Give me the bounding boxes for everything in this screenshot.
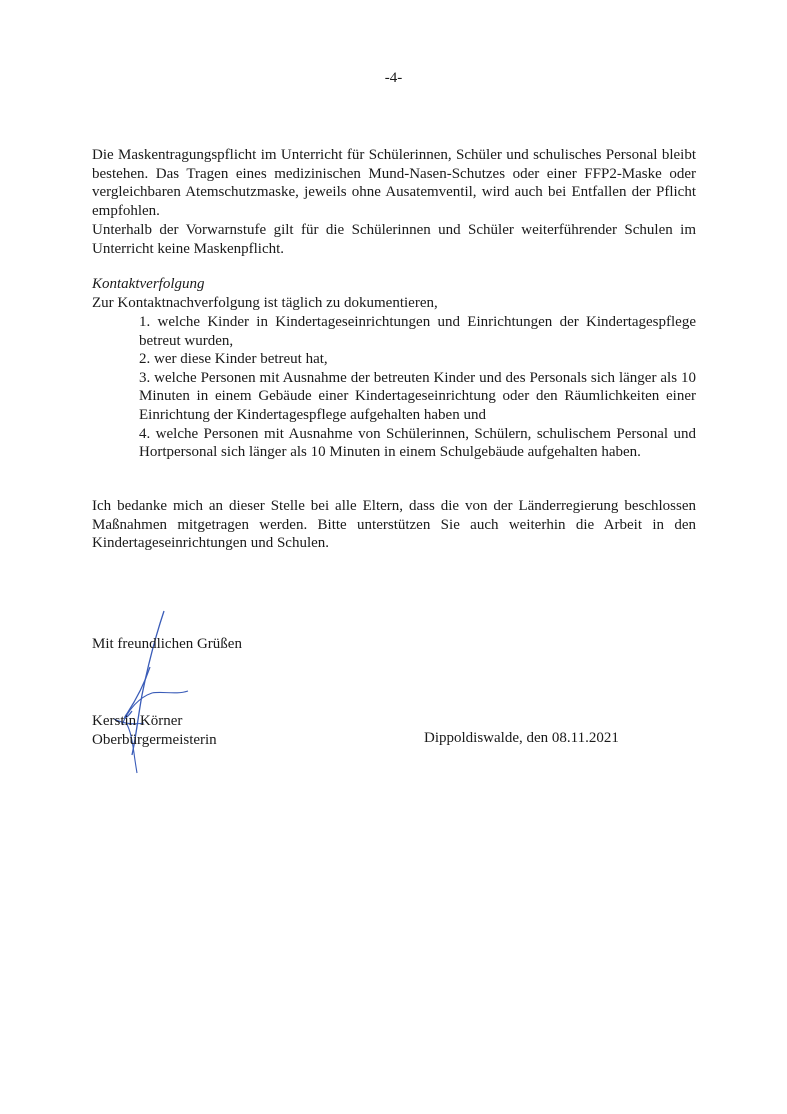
paragraph-contact-tracing-intro: Zur Kontaktnachverfolgung ist täglich zu dokumentieren, bbox=[92, 295, 438, 311]
list-item: 1. welche Kinder in Kindertageseinrichtungen und Einrichtungen der Kindertagespflege betreut wurden, bbox=[139, 314, 696, 349]
list-item: 4. welche Personen mit Ausnahme von Schülerinnen, Schülern, schulischem Personal und Hortpersonal sich länger als 10 Minuten in einem Schulgebäude aufgehalten haben. bbox=[139, 425, 696, 461]
paragraph-thanks: Ich bedanke mich an dieser Stelle bei alle Eltern, dass die von der Länderregierung beschlossen Maßnahmen mitgetragen werden. Bitte unterstützen Sie auch weiterhin die Arbeit in den Kindertageseinrichtungen und Schulen. bbox=[92, 498, 696, 552]
section-heading-contact-tracing: Kontaktverfolgung bbox=[92, 276, 205, 292]
page-number: -4- bbox=[384, 70, 403, 86]
signer-name: Kerstin Körner bbox=[92, 713, 183, 729]
place-date: Dippoldiswalde, den 08.11.2021 bbox=[424, 730, 619, 746]
signer-block bbox=[92, 712, 217, 749]
closing-greeting: Mit freundlichen Grüßen bbox=[92, 636, 242, 652]
signer-title: Oberbürgermeisterin bbox=[92, 731, 217, 748]
handwritten-signature bbox=[92, 605, 202, 775]
list-item: 3. welche Personen mit Ausnahme der betreuten Kinder und des Personals sich länger als 10 Minuten in einem Gebäude einer Kindertageseinrichtung oder den Räumlichkeiten einer Einrichtung der Kindertagespflege aufgehalten haben und bbox=[139, 369, 696, 423]
list-item: 2. wer diese Kinder betreut hat, bbox=[139, 351, 328, 368]
paragraph-mask-exemption: Unterhalb der Vorwarnstufe gilt für die Schülerinnen und Schüler weiterführender Schulen im Unterricht keine Maskenpflicht. bbox=[92, 222, 696, 257]
contact-tracing-list bbox=[139, 313, 696, 462]
paragraph-mask-obligation: Die Maskentragungspflicht im Unterricht für Schülerinnen, Schüler und schulisches Personal bleibt bestehen. Das Tragen eines medizinischen Mund-Nasen-Schutzes oder einer FFP2-Maske oder vergleichbaren Atemschutzmaske, jeweils ohne Ausatemventil, wird auch bei Entfallen der Pflicht empfohlen. bbox=[92, 147, 696, 219]
